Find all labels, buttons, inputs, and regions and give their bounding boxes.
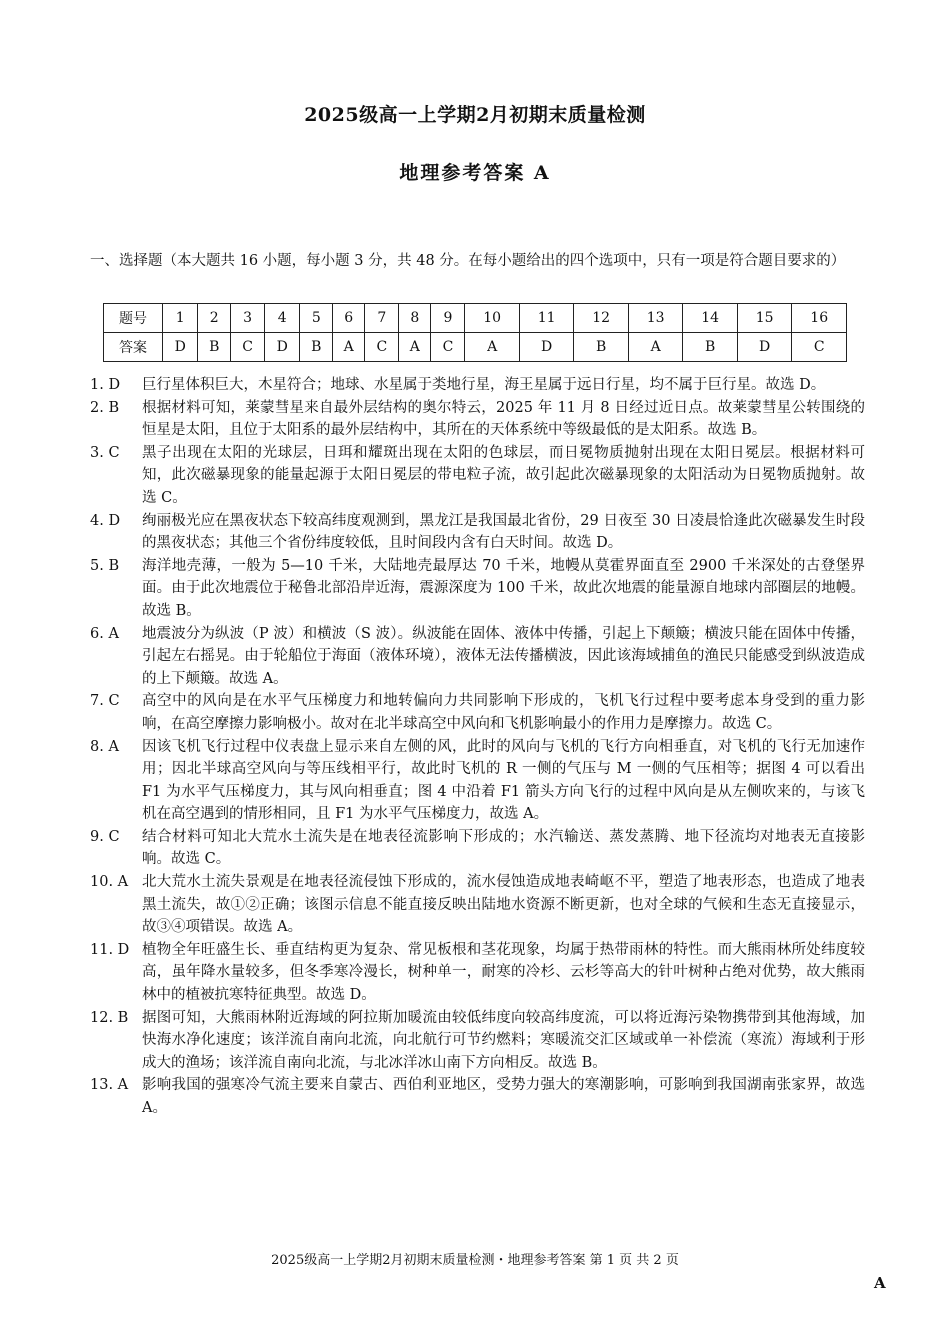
table-cell-number: 6 [333, 304, 365, 333]
table-cell-answer: D [265, 333, 300, 362]
section-heading: 一、选择题（本大题共 16 小题，每小题 3 分，共 48 分。在每小题给出的四个选项中，只有一项是符合题目要求的） [90, 253, 846, 269]
list-item [90, 555, 865, 623]
explanation-list [90, 374, 865, 1120]
item-text: 影响我国的强寒冷气流主要来自蒙古、西伯利亚地区，受势力强大的寒潮影响，可影响到我国湖南张家界，故选 A。 [142, 1077, 865, 1116]
page-footer: 2025级高一上学期2月初期末质量检测・地理参考答案 第 1 页 共 2 页 [271, 1253, 679, 1268]
item-text: 高空中的风向是在水平气压梯度力和地转偏向力共同影响下形成的，飞机飞行过程中要考虑本身受到的重力影响，在高空摩擦力影响极小。故对在北半球高空中风向和飞机影响最小的作用力是摩擦力。故选 C。 [142, 693, 865, 732]
table-header-cell: 答案 [104, 333, 163, 362]
table-cell-answer: B [574, 333, 629, 362]
item-number: 10. A [90, 874, 129, 891]
answer-table-answer-row [104, 333, 847, 362]
list-item [90, 736, 865, 826]
list-item [90, 939, 865, 1007]
item-text: 植物全年旺盛生长、垂直结构更为复杂、常见板根和茎花现象，均属于热带雨林的特性。而大熊雨林所处纬度较高，虽年降水量较多，但冬季寒冷漫长，树种单一，耐寒的冷杉、云杉等高大的针叶树种占绝对优势，故大熊雨林中的植被抗寒特征典型。故选 D。 [142, 941, 865, 1004]
item-text: 地震波分为纵波（P 波）和横波（S 波）。纵波能在固体、液体中传播，引起上下颠簸；横波只能在固体中传播，引起左右摇晃。由于轮船位于海面（液体环境），液体无法传播横波，因此该海域捕鱼的渔民只能感受到纵波造成的上下颠簸。故选 A。 [142, 625, 865, 687]
table-cell-answer: A [465, 333, 520, 362]
answer-table [103, 303, 847, 362]
item-number: 9. C [90, 828, 120, 845]
table-cell-number: 11 [519, 304, 574, 333]
table-cell-answer: D [519, 333, 574, 362]
table-cell-answer: C [231, 333, 265, 362]
item-number: 3. C [90, 444, 120, 461]
answer-table-number-row [104, 304, 847, 333]
table-cell-answer: D [737, 333, 792, 362]
table-cell-answer: A [399, 333, 431, 362]
item-text: 巨行星体积巨大，木星符合；地球、水星属于类地行星，海王星属于远日行星，均不属于巨行星。故选 D。 [142, 377, 826, 393]
table-cell-number: 10 [465, 304, 520, 333]
list-item [90, 510, 865, 555]
item-text: 因该飞机飞行过程中仪表盘上显示来自左侧的风，此时的风向与飞机的飞行方向相垂直，对飞机的飞行无加速作用；因北半球高空风向与等压线相平行，故此时飞机的 R 一侧的气压与 M 一侧的气压相等；据图 4 可以看出 F1 为水平气压梯度力，其与风向相垂直；图 4 中沿着 F1 箭头方向飞行的过程中风向是从左侧吹来的，与该飞机在高空遇到的情形相同，且 F1 为水平气压梯度力，故选 A。 [142, 738, 865, 823]
page-title: 2025级高一上学期2月初期末质量检测 [304, 104, 646, 126]
table-cell-answer: B [300, 333, 333, 362]
list-item [90, 826, 865, 871]
list-item [90, 690, 865, 735]
table-cell-number: 5 [300, 304, 333, 333]
item-text: 绚丽极光应在黑夜状态下较高纬度观测到，黑龙江是我国最北省份，29 日夜至 30 日凌晨恰逢此次磁暴发生时段的黑夜状态；其他三个省份纬度较低，且时间段内含有白天时间。故选 D。 [142, 512, 865, 552]
table-cell-number: 13 [628, 304, 683, 333]
table-cell-number: 15 [737, 304, 792, 333]
page-subtitle: 地理参考答案 A [399, 162, 551, 184]
item-text: 黑子出现在太阳的光球层，日珥和耀斑出现在太阳的色球层，而日冕物质抛射出现在太阳日冕层。根据材料可知，此次磁暴现象的能量起源于太阳日冕层的带电粒子流，故引起此次磁暴现象的太阳活动为日冕物质抛射。故选 C。 [142, 444, 865, 506]
list-item [90, 374, 865, 397]
table-cell-answer: C [365, 333, 399, 362]
list-item [90, 397, 865, 442]
list-item [90, 871, 865, 939]
table-cell-number: 9 [431, 304, 465, 333]
table-cell-number: 8 [399, 304, 431, 333]
table-cell-number: 7 [365, 304, 399, 333]
item-number: 7. C [90, 693, 120, 710]
corner-mark: A [874, 1274, 886, 1292]
table-cell-number: 14 [683, 304, 738, 333]
table-cell-number: 2 [198, 304, 231, 333]
item-text: 据图可知，大熊雨林附近海域的阿拉斯加暖流由较低纬度向较高纬度流，可以将近海污染物携带到其他海域，加快海水净化速度；该洋流自南向北流，向北航行可节约燃料；寒暖流交汇区域或单一补偿流（寒流）海域利于形成大的渔场；该洋流自南向北流，与北冰洋冰山南下方向相反。故选 B。 [142, 1009, 865, 1071]
item-number: 13. A [90, 1077, 129, 1094]
list-item [90, 623, 865, 691]
item-number: 4. D [90, 512, 121, 529]
table-cell-answer: B [198, 333, 231, 362]
table-cell-answer: B [683, 333, 738, 362]
item-number: 2. B [90, 399, 120, 416]
table-cell-number: 16 [792, 304, 847, 333]
table-cell-answer: C [792, 333, 847, 362]
item-text: 海洋地壳薄，一般为 5—10 千米，大陆地壳最厚达 70 千米，地幔从莫霍界面直至 2900 千米深处的古登堡界面。由于此次地震位于秘鲁北部沿岸近海，震源深度为 100 千米，故此次地震的能量源自地球内部圈层的地幔。故选 B。 [142, 557, 865, 619]
item-text: 结合材料可知北大荒水土流失是在地表径流影响下形成的；水汽输送、蒸发蒸腾、地下径流均对地表无直接影响。故选 C。 [142, 828, 865, 868]
table-header-cell: 题号 [104, 304, 163, 333]
table-cell-answer: A [333, 333, 365, 362]
list-item [90, 442, 865, 510]
list-item [90, 1007, 865, 1075]
table-cell-number: 1 [163, 304, 198, 333]
table-cell-answer: A [628, 333, 683, 362]
item-number: 12. B [90, 1009, 129, 1026]
list-item [90, 1074, 865, 1119]
table-cell-answer: C [431, 333, 465, 362]
table-cell-answer: D [163, 333, 198, 362]
item-text: 北大荒水土流失景观是在地表径流侵蚀下形成的，流水侵蚀造成地表崎岖不平，塑造了地表形态，也造成了地表黑土流失，故①②正确；该图示信息不能直接反映出陆地水资源不断更新，也对全球的气候和生态无直接显示，故③④项错误。故选 A。 [142, 874, 865, 936]
table-cell-number: 12 [574, 304, 629, 333]
table-cell-number: 3 [231, 304, 265, 333]
item-number: 6. A [90, 625, 119, 642]
item-number: 11. D [90, 941, 130, 958]
item-number: 8. A [90, 738, 119, 755]
item-text: 根据材料可知，莱蒙彗星来自最外层结构的奥尔特云，2025 年 11 月 8 日经过近日点。故莱蒙彗星公转围绕的恒星是太阳，且位于太阳系的最外层结构中，其所在的天体系统中等级最低的是太阳系。故选 B。 [142, 399, 865, 439]
table-cell-number: 4 [265, 304, 300, 333]
item-number: 1. D [90, 377, 121, 393]
item-number: 5. B [90, 557, 120, 574]
